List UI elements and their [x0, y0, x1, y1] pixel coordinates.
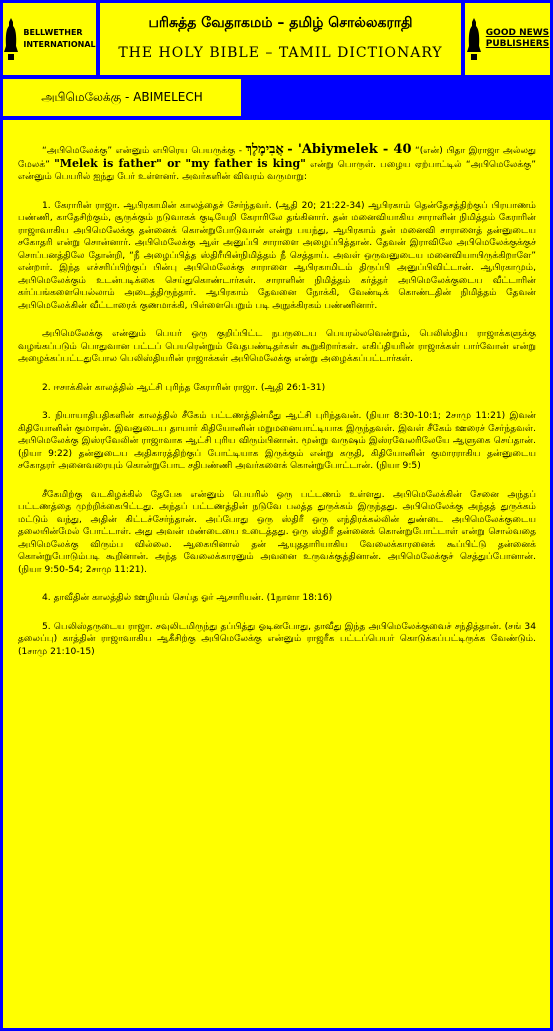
intro-text-3: என்று பொருள். பழைய ஏற்பாட்டில் “அபிமெலேக்கு” என்னும் பெயரில் ஐந்து பேர் உள்ளனர். அவர்களின் விவரம் வருமாறு:	[18, 159, 536, 182]
bell-logo-icon	[3, 16, 19, 62]
entry-paragraph-3: 2. ஈசாக்கின் காலத்தில் ஆட்சி புரிந்த கேராரின் ராஜா. (ஆதி 26:1-31)	[42, 382, 326, 393]
intro-text-2: “(என்) பிதா இராஜா அல்லது மேலக்”	[18, 146, 536, 170]
entry-paragraph-2: அபிமெலேக்கு என்னும் பெயர் ஒரு குறிப்பிட்ட நபருடைய பெயரல்லவென்றும், பெலிஸ்திய ராஜாக்களுக்கு வழங்கப்படும் பொதுவான பட்டப் பெயரென்றும் வேதபண்டிதர்கள் கூறுகிறார்கள். எகிப்தியரின் ராஜாக்கள் பார்வோன் என்று அழைக்கப்பட்டதுபோல பெலிஸ்தியரின் ராஜாக்கள் அபிமெலேக்கு என்று அழைக்கப்பட்டார்கள்.	[18, 329, 536, 364]
entry-paragraph-1: 1. கேராரின் ராஜா. ஆபிரகாமின் காலத்தைச் சேர்ந்தவர். (ஆதி 20; 21:22-34) ஆபிரகாம் தென்தேசத்திற்குப் பிரயாணம் பண்ணி, காதேசிற்கும், சூருக்கும் நடுவாகக் குடியேறி கேராரிலே தங்கினார். தன் மனைவியாகிய சாராளின் நிமித்தம் கேராரின் ராஜாவாகிய அபிமெலேக்கு தன்னைக் கொன்றுபோடுவான் என்று பயந்து, ஆபிரகாம் தன் மனைவி சாராளைத் தன்னுடைய சகோதரி என்று சொன்னார். அபிமெலேக்கு ஆள் அனுப்பி சாராளை அழைப்பித்தான். தேவன் இராவிலே அபிமெலேக்குக்குச் சொப்பனத்திலே தோன்றி, “நீ அழைப்பித்த ஸ்திரீயின்நிமித்தம் நீ செத்தாய். அவள் ஒருவனுடைய மனைவியாயிருக்கிறாளே” என்றார். இந்த எச்சரிப்பிற்குப் பின்பு அபிமெலேக்கு சாராளை ஆபிரகாமிடம் திருப்பி அனுப்பிவிட்டான். ஆபிரகாமும், அபிமெலேக்கும் உடன்படிக்கை செய்துகொண்டார்கள். சாராளின் நிமித்தம் கர்த்தர் அபிமெலேக்குடைய வீட்டாரின் கர்ப்பங்களையெல்லாம் அடைத்திருந்தார். ஆபிரகாம் தேவனை நோக்கி, வேண்டிக் கொண்டதின் நிமித்தம் தேவன் அபிமெலேக்கின் வீட்டாரைக் குணமாக்கி, பிள்ளைபெறும் படி அநுக்கிரகம் பண்ணினார்.	[18, 200, 536, 311]
right-logo-line1: GOOD NEWS	[485, 28, 550, 38]
entry-paragraph-6: 4. தாவீதின் காலத்தில் ஊழியம் செய்த ஓர் ஆசாரியன். (1நாளா 18:16)	[42, 593, 333, 603]
entry-paragraph-4: 3. நியாயாதிபதிகளின் காலத்தில் சீகேம் பட்டணத்தின்மீது ஆட்சி புரிந்தவன். (நியா 8:30-10:1; 2சாமு 11:21) இவன் கிதியோனின் குமாரன். இவனுடைய தாயார் கிதியோனின் மறுமனையாட்டியாக இருந்தவள். இவள் சீகேம் ஊரைச் சேர்ந்தவள். அபிமெலேக்கு இஸ்ரவேலின் ராஜாவாக ஆட்சி புரிய விரும்பினான். மூன்று வருஷம் இஸ்ரவேலரிலேயே ஆளுகை செய்தான். (நியா 9:22) தன்னுடைய அதிகாரத்திற்குப் போட்டியாக இருக்கும் என்று கருதி, கிதியோனின் குமாரராகிய தன்னுடைய சகோதரர் அனைவரையும் கொன்றுபோட சதிபண்ணி அவர்களைக் கொன்றுபோட்டான். (நியா 9:5)	[18, 411, 536, 471]
entry-paragraph-7: 5. பெலிஸ்தருடைய ராஜா. சவுலிடமிருந்து தப்பித்து ஓடினபோது, தாவீது இந்த அபிமெலேக்குவைச் சந்தித்தான். (சங் 34 தலைப்பு) காத்தின் ராஜாவாகிய ஆகீசிற்கு அபிமெலேக்கு என்னும் ராஜரீக பட்டப்பெயர் கொடுக்கப்பட்டிருக்க வேண்டும். (1சாமு 21:10-15)	[18, 621, 536, 657]
headword-box	[3, 79, 241, 116]
title-tamil: பரிசுத்த வேதாகமம் – தமிழ் சொல்லகராதி	[148, 15, 413, 31]
transliteration: - 'Abiymelek - 40	[287, 142, 412, 157]
intro-text-1: “அபிமெலேக்கு” என்னும் எபிரெய பெயருக்கு -	[42, 146, 243, 156]
bell-logo-icon	[466, 16, 482, 62]
title-english: THE HOLY BIBLE – TAMIL DICTIONARY	[118, 45, 443, 61]
hebrew-word: אֲבִימֶלֶךְ	[245, 142, 284, 157]
entry-content	[3, 120, 550, 1028]
publisher-logo-left	[3, 3, 96, 75]
intro-paragraph	[18, 144, 536, 184]
entry-paragraph-5: சீகேமிற்கு வடகிழக்கில் தேபேசு என்னும் பெயரில் ஒரு பட்டணம் உள்ளது. அபிமெலேக்கின் சேனை அந்தப் பட்டணத்தை முற்றிக்கைபிட்டது. அந்தப் பட்டணத்தின் நடுவே பலத்த துருக்கம் இருந்தது. அபிமெலேக்கு அந்தத் துருக்கம் மட்டும் வந்து, அதின் கிட்டச்சேர்ந்தான். அப்போது ஒரு ஸ்திரீ ஒரு எந்திரக்கல்லின் துண்டை அபிமெலேக்குடைய தலையின்மேல் போட்டாள். அது அவன் மண்டையை உடைத்தது. ஒரு ஸ்திரீ தன்னைக் கொன்றுபோட்டாள் என்று சொல்வதை அபிமெலேக்கு விரும்ப வில்லை. ஆகையினால் தன் ஆயுததாரியாகிய வேலைக்காரனைக் கூப்பிட்டு தன்னைக் கொன்றுபோடும்படி கூறினான். அந்த வேலைக்காரனும் அவனை உருவக்குத்தினான். அபிமெலேக்குச் செத்துப்போனான். (நியா 9:50-54; 2சாமு 11:21).	[18, 489, 536, 575]
right-logo-line2: PUBLISHERS	[485, 39, 550, 49]
left-logo-line2: INTERNATIONAL	[23, 40, 96, 49]
left-logo-line1: BELLWETHER	[23, 28, 83, 37]
dictionary-title-banner	[100, 3, 461, 75]
headword: அபிமெலேக்கு - ABIMELECH	[41, 89, 203, 104]
english-meaning: "Melek is father" or "my father is king"	[54, 156, 306, 170]
publisher-logo-right	[465, 3, 550, 75]
